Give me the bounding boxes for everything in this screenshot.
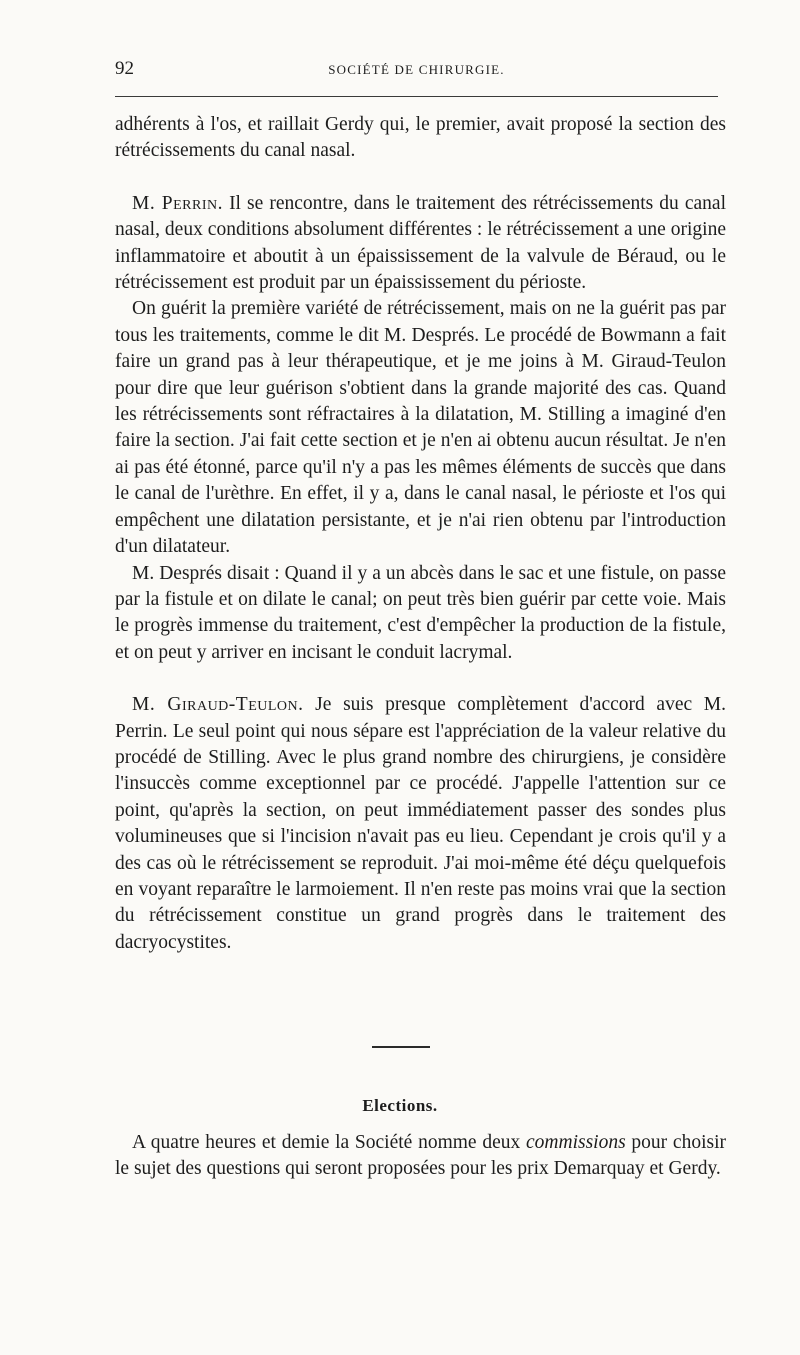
paragraph [115,561,726,667]
paragraph-text-end: pour choisir le sujet des questions qui seront proposées pour les prix Demarquay et Gerdy. [115,1132,726,1180]
paragraph [115,112,726,165]
page-number: 92 [115,58,134,79]
paragraph-text-start: A quatre heures et demie la Société nomme deux [132,1132,526,1153]
emphasized-word: commissions [526,1132,626,1153]
paragraph [115,296,726,560]
header-rule [115,96,718,97]
paragraph [115,191,726,297]
running-title: SOCIÉTÉ DE CHIRURGIE. [328,62,505,77]
page-header [115,58,718,84]
speaker-name: M. Perrin. [132,192,223,214]
section-divider [372,1046,430,1048]
body-text [115,112,726,956]
paragraph-text: M. Després disait : Quand il y a un abcès dans le sac et une fistule, on passe par la fistule et on dilate le canal; on peut très bien guérir par cette voie. Mais le progrès immense du traitement, c'est d'empêcher la production de la fistule, et on peut y arriver en incisant le conduit lacrymal. [115,562,726,663]
paragraph-text: Il se rencontre, dans le traitement des rétrécissements du canal nasal, deux conditions absolument différentes : le rétrécissement a une origine inflammatoire et aboutit à un épaississement de la valvule de Béraud, ou le rétrécissement est produit par un épaississement du périoste. [115,192,726,294]
paragraph [115,1130,726,1183]
paragraph-text: adhérents à l'os, et raillait Gerdy qui, le premier, avait proposé la section des rétrécissements du canal nasal. [115,114,726,162]
paragraph [115,692,726,956]
paragraph-text: On guérit la première variété de rétrécissement, mais on ne la guérit pas par tous les traitements, comme le dit M. Després. Le procédé de Bowmann a fait faire un grand pas à leur thérapeutique, et je me joins à M. Giraud-Teulon pour dire que leur guérison s'obtient dans la grande majorité des cas. Quand les rétrécissements sont réfractaires à la dilatation, M. Stilling a imaginé d'en faire la section. J'ai fait cette section et je n'en ai obtenu aucun résultat. Je n'en ai pas été étonné, parce qu'il n'y a pas les mêmes éléments de succès que dans le canal de l'urèthre. En effet, il y a, dans le canal nasal, le périoste et l'os qui empêchent une dilatation persistante, et je n'ai rien obtenu par l'introduction d'un dilatateur. [115,298,726,558]
paragraph-text: Je suis presque complètement d'accord avec M. Perrin. Le seul point qui nous sépare est l'appréciation de la valeur relative du procédé de Stilling. Avec le plus grand nombre des chirurgiens, je considère l'insuccès comme exceptionnel par ce procédé. J'appelle l'attention sur ce point, qu'après la section, on peut immédiatement passer des sondes plus volumineuses que si l'incision n'avait pas eu lieu. Cependant je crois qu'il y a des cas où le rétrécissement se reproduit. J'ai moi-même été déçu quelquefois en voyant reparaître le larmoiement. Il n'en reste pas moins vrai que la section du rétrécissement constitue un grand progrès dans le traitement des dacryocystites. [115,694,727,953]
section-heading: Elections. [362,1096,438,1115]
speaker-name: M. Giraud-Teulon. [132,694,304,716]
section-text [115,1130,726,1183]
